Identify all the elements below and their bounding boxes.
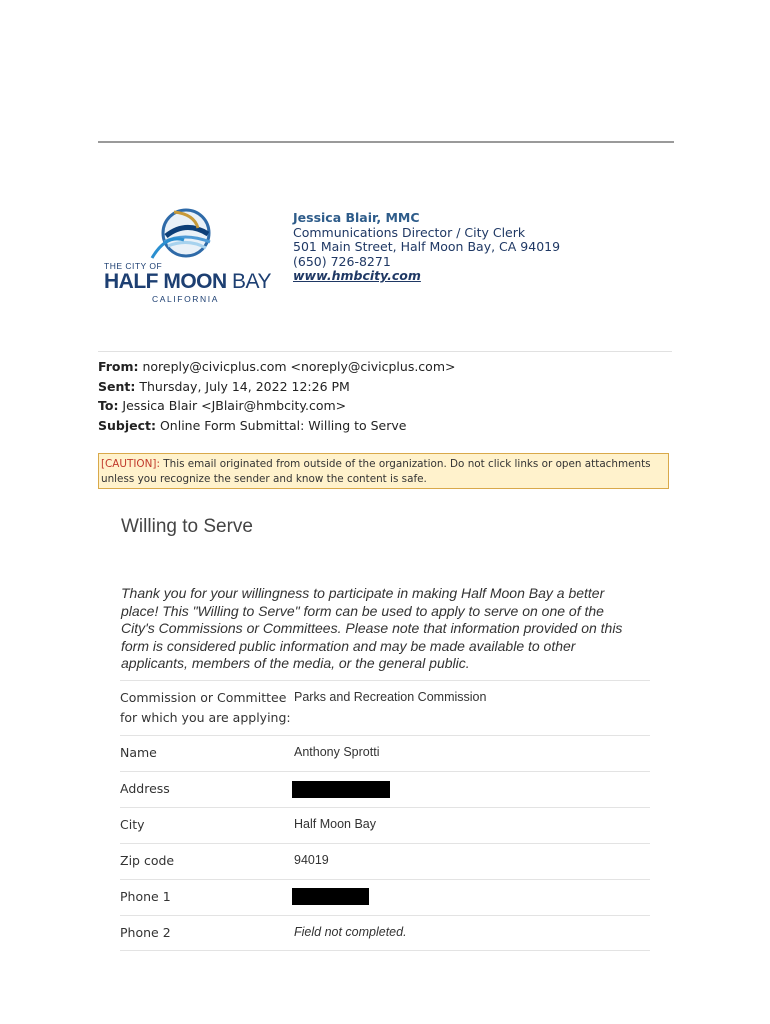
form-value-zip: 94019 [294,853,329,867]
redacted-address-block [292,781,390,798]
header-to-value: Jessica Blair <JBlair@hmbcity.com> [118,398,347,413]
form-label-phone1: Phone 1 [120,889,171,904]
form-label-city: City [120,817,145,832]
signature-title: Communications Director / City Clerk [293,224,526,240]
form-fields-table [120,680,650,951]
header-sent-value: Thursday, July 14, 2022 12:26 PM [135,378,350,394]
form-label-commission [120,688,291,727]
caution-banner [98,453,669,489]
form-value-phone2: Field not completed. [294,925,407,939]
form-value-name: Anthony Sprotti [294,745,380,759]
header-subject-label: Subject: [98,417,156,433]
logo-wordmark [104,270,271,294]
header-subject-value: Online Form Submittal: Willing to Serve [156,417,407,433]
header-from-value: noreply@civicplus.com <noreply@civicplus.com> [138,359,456,374]
form-row-commission [120,680,650,735]
signature-address: 501 Main Street, Half Moon Bay, CA 94019 [293,239,561,255]
logo-wordmark-thin: BAY [226,270,271,293]
signature-website-link[interactable]: www.hmbcity.com [293,268,421,284]
header-subject [98,416,455,436]
logo-state-text: CALIFORNIA [152,294,220,304]
logo-wordmark-bold: HALF MOON [104,270,227,293]
form-row-address [120,771,650,807]
signature-phone: (650) 726-8271 [293,253,391,269]
form-label-commission-line2: for which you are applying: [120,709,291,725]
top-divider [98,141,674,143]
redacted-phone-block [292,888,369,905]
header-from-label: From: [98,359,139,374]
form-label-zip: Zip code [120,853,175,868]
form-value-commission: Parks and Recreation Commission [294,690,487,704]
form-label-address: Address [120,781,170,796]
form-label-name: Name [120,745,157,760]
form-intro: Thank you for your willingness to participate in making Half Moon Bay a better place! This "Willing to Serve" form can be used to apply to serve on one of the City's Commissions or Committees. Please note that information provided on this form is considered public information and may be made available to other applicants, members of the media, or the general public. [121,585,623,672]
form-row-name [120,735,650,771]
header-to [98,396,455,416]
form-row-phone1 [120,879,650,915]
city-logo [100,206,275,310]
form-title: Willing to Serve [121,516,253,537]
form-label-phone2: Phone 2 [120,925,171,940]
form-row-zip [120,843,650,879]
caution-text: This email originated from outside of the organization. Do not click links or open attachments unless you recognize the sender and know the content is safe. [101,458,651,485]
header-from [98,357,455,377]
signature-name: Jessica Blair, MMC [293,210,420,225]
email-headers [98,357,455,435]
caution-tag: [CAUTION]: [101,458,160,470]
form-row-city [120,807,650,843]
header-to-label: To: [98,398,119,413]
form-label-commission-line1: Commission or Committee [120,690,287,705]
logo-city-of-text: THE CITY OF [104,261,163,271]
form-value-city: Half Moon Bay [294,817,376,831]
email-signature [293,211,560,284]
form-row-phone2 [120,915,650,951]
header-sent [98,377,455,397]
header-sent-label: Sent: [98,378,136,394]
header-divider [98,351,672,352]
